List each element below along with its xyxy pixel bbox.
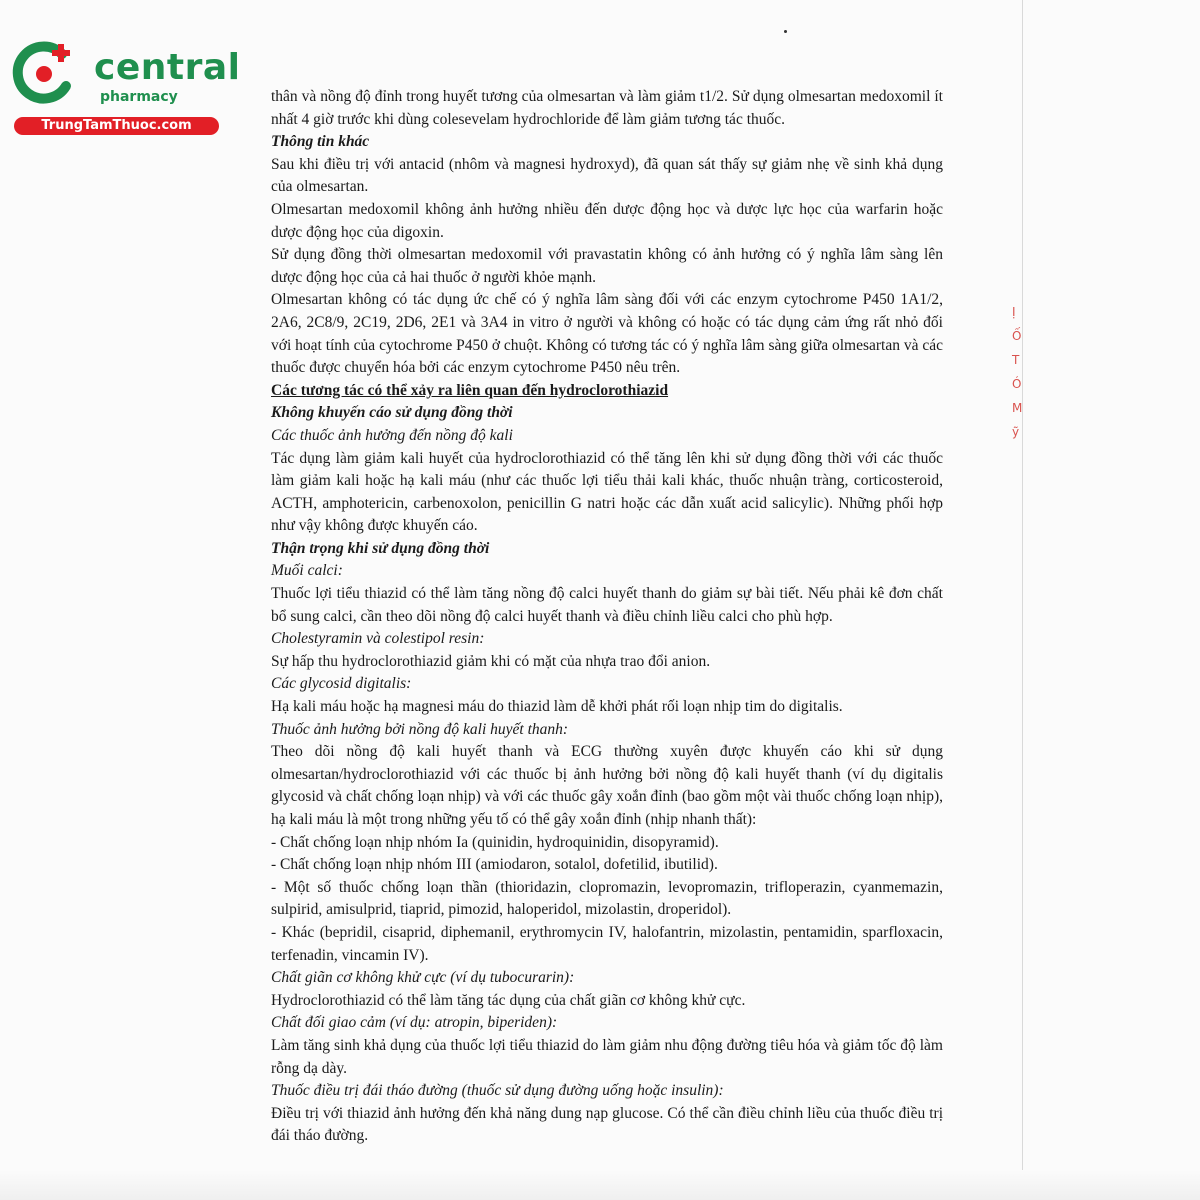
margin-mark: Ố [1012, 329, 1022, 343]
margin-stamp-marks [1012, 300, 1032, 460]
paragraph: Hydroclorothiazid có thể làm tăng tác dụng của chất giãn cơ không khử cực. [271, 991, 746, 1009]
margin-mark: ỹ [1012, 425, 1020, 439]
paragraph: Sự hấp thu hydroclorothiazid giảm khi có mặt của nhựa trao đổi anion. [271, 652, 711, 670]
paragraph: thân và nồng độ đỉnh trong huyết tương của olmesartan và làm giảm t1/2. Sử dụng olmesartan medoxomil ít nhất 4 giờ trước khi dùng colesevelam hydrochloride để làm giảm tương tác thuốc. [271, 88, 943, 128]
paragraph: - Chất chống loạn nhịp nhóm Ia (quinidin, hydroquinidin, disopyramid). [271, 833, 719, 851]
margin-mark: M [1012, 401, 1023, 415]
logo-subtitle: pharmacy [100, 89, 178, 105]
subsection-heading: Chất đối giao cảm (ví dụ: atropin, biperiden): [271, 1014, 558, 1032]
paragraph: Sau khi điều trị với antacid (nhôm và magnesi hydroxyd), đã quan sát thấy sự giảm nhẹ về sinh khả dụng của olmesartan. [271, 155, 943, 196]
subsection-heading: Các glycosid digitalis: [271, 675, 412, 693]
subsection-heading: Thuốc ảnh hưởng bởi nồng độ kali huyết thanh: [271, 720, 569, 738]
paragraph: - Chất chống loạn nhịp nhóm III (amiodaron, sotalol, dofetilid, ibutilid). [271, 856, 718, 874]
logo-url-badge: TrungTamThuoc.com [14, 117, 219, 135]
paragraph: Sử dụng đồng thời olmesartan medoxomil với pravastatin không có ảnh hưởng có ý nghĩa lâm sàng lên dược động học của cả hai thuốc ở người khỏe mạnh. [271, 246, 943, 286]
margin-mark: Ị [1012, 305, 1016, 319]
margin-mark: T [1012, 353, 1020, 367]
subsection-heading: Cholestyramin và colestipol resin: [271, 630, 485, 648]
page-edge-line [1022, 0, 1023, 1200]
logo-brand-name: central [94, 47, 241, 88]
document-body [271, 86, 943, 1148]
section-heading: Thông tin khác [271, 133, 370, 151]
subsection-heading: Các thuốc ảnh hưởng đến nồng độ kali [271, 426, 513, 444]
paragraph: - Một số thuốc chống loạn thần (thioridazin, clopromazin, levopromazin, trifloperazin, cyanmemazin, sulpirid, amisulprid, tiaprid, pimozid, haloperidol, mizolastin, droperidol). [271, 878, 943, 919]
central-pharmacy-logo[interactable] [10, 38, 241, 138]
subsection-heading: Chất giãn cơ không khử cực (ví dụ tubocurarin): [271, 969, 575, 987]
section-title-underlined: Các tương tác có thể xảy ra liên quan đến hydroclorothiazid [271, 381, 669, 399]
paragraph: Theo dõi nồng độ kali huyết thanh và ECG thường xuyên được khuyến cáo khi sử dụng olmesartan/hydroclorothiazid với các thuốc bị ảnh hưởng bởi nồng độ kali huyết thanh (ví dụ digitalis glycosid và chất chống loạn nhịp) và với các thuốc gây xoắn đỉnh (bao gồm một vài thuốc chống loạn nhịp), hạ kali máu là một trong những yếu tố có thể gây xoắn đỉnh (nhịp nhanh thất): [271, 743, 943, 828]
page-bottom-shadow [0, 1170, 1200, 1200]
section-heading: Không khuyến cáo sử dụng đồng thời [271, 404, 513, 422]
subsection-heading: Thuốc điều trị đái tháo đường (thuốc sử dụng đường uống hoặc insulin): [271, 1082, 724, 1100]
paragraph: Làm tăng sinh khả dụng của thuốc lợi tiểu thiazid do làm giảm nhu động đường tiêu hóa và giảm tốc độ làm rỗng dạ dày. [271, 1036, 943, 1077]
paragraph: Olmesartan không có tác dụng ức chế có ý nghĩa lâm sàng đối với các enzym cytochrome P450 1A1/2, 2A6, 2C8/9, 2C19, 2D6, 2E1 và 3A4 in vitro ở người và không có hoặc có tác dụng cảm ứng rất nhỏ đối với hoạt tính của cytochrome P450 ở chuột. Không có tương tác có ý nghĩa lâm sàng giữa olmesartan và các thuốc được chuyển hóa bởi các enzym cytochrome P450 nêu trên. [271, 291, 943, 377]
pharmacy-cross-c-icon [10, 38, 80, 108]
paragraph: Điều trị với thiazid ảnh hưởng đến khả năng dung nạp glucose. Có thể cần điều chỉnh liều của thuốc điều trị đái tháo đường. [271, 1104, 943, 1145]
paragraph: Hạ kali máu hoặc hạ magnesi máu do thiazid làm dễ khởi phát rối loạn nhịp tim do digitalis. [271, 698, 843, 716]
margin-mark: Ó [1012, 377, 1022, 391]
scan-dot [784, 30, 787, 33]
paragraph: Tác dụng làm giảm kali huyết của hydroclorothiazid có thể tăng lên khi sử dụng đồng thời với các thuốc làm giảm kali hoặc hạ kali máu (như các thuốc lợi tiểu thải kali khác, thuốc nhuận tràng, corticosteroid, ACTH, amphotericin, carbenoxolon, penicillin G natri hoặc các dẫn xuất acid salicylic). Những phối hợp như vậy không được khuyến cáo. [271, 449, 943, 535]
subsection-heading: Muối calci: [271, 562, 343, 580]
section-heading: Thận trọng khi sử dụng đồng thời [271, 539, 490, 557]
paragraph: Olmesartan medoxomil không ảnh hưởng nhiều đến dược động học và dược lực học của warfarin hoặc dược động học của digoxin. [271, 200, 943, 241]
paragraph: - Khác (bepridil, cisaprid, diphemanil, erythromycin IV, halofantrin, mizolastin, pentamidin, sparfloxacin, terfenadin, vincamin IV). [271, 923, 943, 964]
paragraph: Thuốc lợi tiểu thiazid có thể làm tăng nồng độ calci huyết thanh do giảm sự bài tiết. Nếu phải kê đơn chất bổ sung calci, cần theo dõi nồng độ calci huyết thanh và điều chỉnh liều calci cho phù hợp. [271, 585, 943, 625]
